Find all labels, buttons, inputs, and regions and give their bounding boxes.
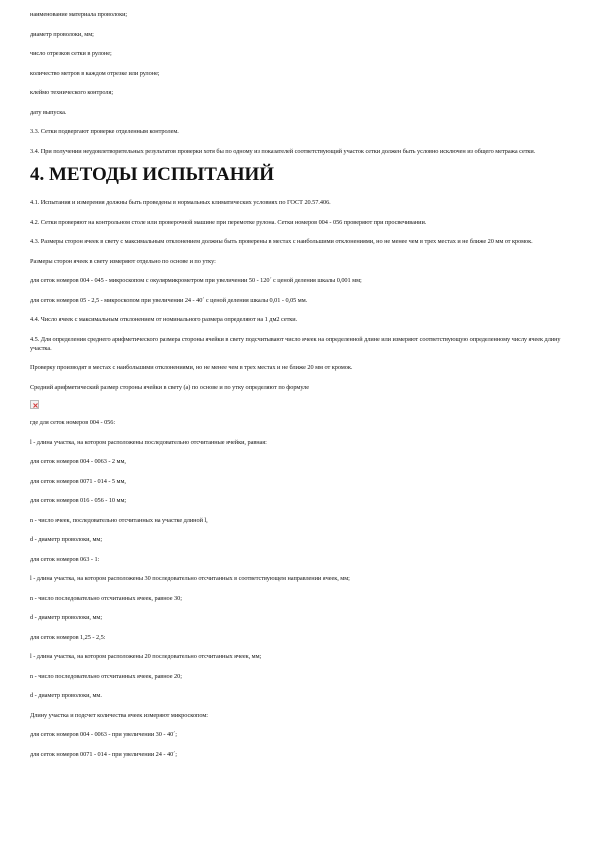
paragraph: для сеток номеров 05 - 2,5 - микроскопом при увеличении 24 - 40´ с ценой деления шкалы 0,01 - 0,05 мм. [30,296,308,304]
paragraph: 3.3. Сетки подвергают проверке отделенным контролем. [30,128,179,135]
paragraph: наименование материала проволоки; [30,11,128,18]
paragraph: для сеток номеров 004 - 0063 - 2 мм, [30,458,126,465]
broken-image-icon [30,400,39,409]
paragraph: для сеток номеров 0071 - 014 - при увеличении 24 - 40´; [30,750,177,758]
paragraph: 4.5. Для определения среднего арифметического размера стороны ячейки в свету подсчитывают число ячеек на определенной длине или измеряют соответствующую определенному числу ячеек длину участка. [30,335,561,352]
paragraph: для сеток номеров 016 - 056 - 10 мм; [30,497,127,504]
broken-image-glyph [32,402,39,409]
paragraph: Проверку производят в местах с наибольшими отклонениями, но не менее чем в трех местах и не ближе 20 мм от кромок. [30,364,353,371]
paragraph: для сеток номеров 063 - 1: [30,555,100,563]
paragraph: 4.3. Размеры сторон ячеек в свету с максимальным отклонением должны быть проверены в местах с наибольшими отклонениями, но не менее чем в трех местах и не ближе 20 мм от кромок. [30,238,533,245]
paragraph: Длину участка и подсчет количества ячеек измеряют микроскопом: [30,711,208,719]
paragraph: для сеток номеров 004 - 045 - микроскопом с окулярмикрометром при увеличении 50 - 120´ с ценой деления шкалы 0,001 мм; [30,277,362,284]
paragraph: Средний арифметический размер стороны ячейки в свету (а) по основе и по утку определяют по формуле [30,383,309,391]
paragraph: для сеток номеров 004 - 0063 - при увеличении 30 - 40´; [30,731,177,738]
paragraph: где для сеток номеров 004 - 056: [30,419,116,426]
paragraph: Размеры сторон ячеек в свету измеряют отдельно по основе и по утку: [30,257,216,265]
paragraph: n - число последовательно отсчитанных ячеек, равное 30; [30,594,182,602]
paragraph: клеймо технического контроля; [30,89,114,96]
paragraph: 3.4. При получении неудовлетворительных результатов проверки хотя бы по одному из показателей соответствующий участок сетки должен быть условно исключен из общего метража сетки. [30,147,536,155]
paragraph: d - диаметр проволоки, мм; [30,614,103,621]
paragraph: l - длина участка, на котором расположены 30 последовательно отсчитанных в соответствующем направлении ячеек, мм; [30,575,350,582]
paragraph: для сеток номеров 1,25 - 2,5: [30,633,106,641]
section-heading: 4. МЕТОДЫ ИСПЫТАНИЙ [30,164,275,185]
paragraph: 4.2. Сетки проверяют на контрольном столе или проверочной машине при перемотке рулона. Сетки номеров 004 - 056 проверяют при просвечивании. [30,218,427,226]
paragraph: для сеток номеров 0071 - 014 - 5 мм, [30,477,126,485]
paragraph: 4.1. Испытания и измерения должны быть проведены в нормальных климатических условиях по ГОСТ 20.57.406. [30,199,331,206]
paragraph: количество метров в каждом отрезке или рулоне; [30,69,160,77]
paragraph: l - длина участка, на котором расположены последовательно отсчитанные ячейки, равная: [30,438,267,446]
paragraph: d - диаметр проволоки, мм. [30,692,102,699]
paragraph: d - диаметр проволоки, мм; [30,536,103,543]
paragraph: l - длина участка, на котором расположены 20 последовательно отсчитанных ячеек, мм; [30,653,262,660]
document-page [30,10,565,769]
paragraph: 4.4. Число ячеек с максимальным отклонением от номинального размера определяют на 1 дм2 сетки. [30,316,298,323]
paragraph: диаметр проволоки, мм; [30,30,94,38]
paragraph: число отрезков сетки в рулоне; [30,50,112,57]
paragraph: дату выпуска. [30,108,67,116]
paragraph: n - число ячеек, последовательно отсчитанных на участке длиной l, [30,516,208,524]
paragraph: n - число последовательно отсчитанных ячеек, равное 20; [30,672,182,680]
